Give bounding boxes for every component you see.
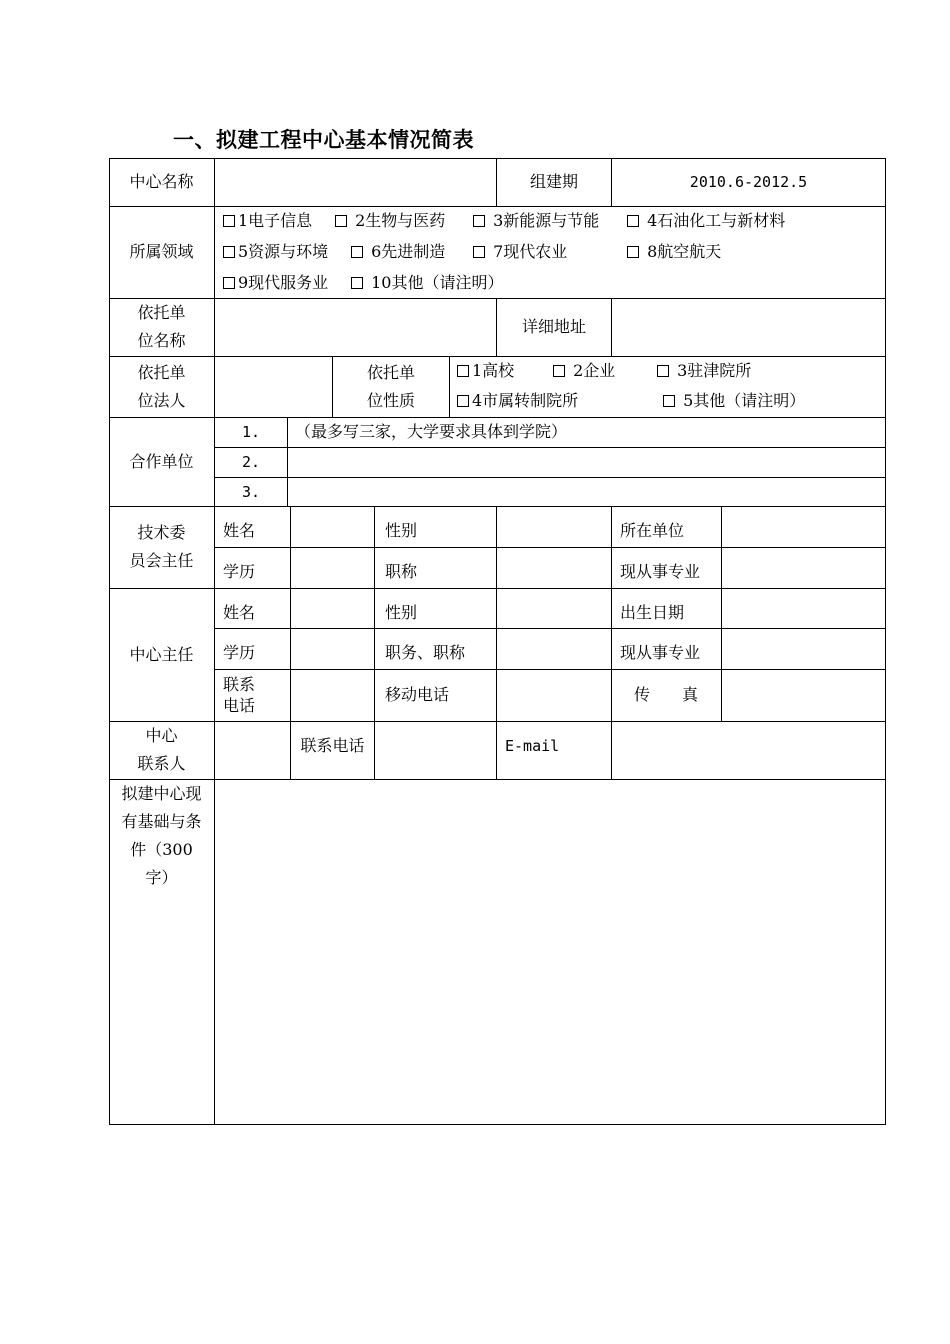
partner-field[interactable] [295, 477, 885, 506]
contact-label: 中心 联系人 [137, 726, 186, 773]
checkbox-option[interactable]: 10其他（请注明） [351, 268, 503, 298]
director-education-label: 学历 [223, 643, 256, 662]
checkbox-icon[interactable] [553, 365, 565, 377]
rule [449, 356, 450, 417]
rule [721, 506, 722, 721]
info-form-table [109, 158, 886, 1125]
director-major-label: 现从事专业 [620, 643, 701, 662]
page-title: 一、拟建工程中心基本情况简表 [173, 128, 474, 152]
contact-phone-label: 联系电话 [300, 736, 365, 755]
checkbox-icon[interactable] [627, 246, 639, 258]
checkbox-option[interactable]: 5其他（请注明） [663, 387, 805, 415]
director-title-label: 职务、职称 [385, 643, 466, 662]
field-options [223, 206, 883, 298]
checkbox-icon[interactable] [457, 395, 469, 407]
host-nature-label: 依托单 位性质 [366, 362, 415, 410]
checkbox-icon[interactable] [627, 215, 639, 227]
director-gender-label: 性别 [385, 603, 418, 622]
checkbox-option[interactable]: 5资源与环境 [223, 237, 328, 267]
host-unit-field[interactable] [215, 298, 496, 356]
center-name-field[interactable] [215, 158, 496, 206]
host-nature-options [457, 356, 885, 417]
contact-phone-field[interactable] [375, 721, 496, 779]
contact-email-label: E-mail [505, 737, 560, 755]
committee-label: 技术委 员会主任 [129, 523, 194, 570]
foundation-label: 拟建中心现 有基础与条 件（300 字） [121, 784, 202, 887]
rule [496, 506, 497, 721]
checkbox-icon[interactable] [351, 277, 363, 289]
checkbox-option[interactable]: 4市属转制院所 [457, 387, 578, 415]
partners-label: 合作单位 [129, 451, 194, 471]
committee-gender-label: 性别 [385, 521, 418, 540]
director-phone-label: 联系 电话 [223, 675, 256, 715]
contact-field[interactable] [215, 721, 290, 779]
checkbox-option[interactable]: 4石油化工与新材料 [627, 206, 785, 236]
director-name-label: 姓名 [223, 603, 256, 622]
build-period-value[interactable]: 2010.6-2012.5 [689, 173, 808, 191]
committee-education-label: 学历 [223, 562, 256, 581]
checkbox-icon[interactable] [223, 246, 235, 258]
checkbox-icon[interactable] [223, 277, 235, 289]
host-legal-field[interactable] [215, 356, 332, 417]
rule [287, 417, 288, 506]
host-unit-label: 依托单 位名称 [137, 303, 186, 350]
checkbox-option[interactable]: 6先进制造 [351, 237, 445, 267]
committee-major-label: 现从事专业 [620, 562, 701, 581]
director-birth-label: 出生日期 [620, 603, 685, 622]
partner-field[interactable]: （最多写三家，大学要求具体到学院） [295, 422, 568, 441]
partner-number: 1. [241, 423, 261, 441]
rule [885, 158, 886, 1125]
checkbox-option[interactable]: 7现代农业 [473, 237, 567, 267]
checkbox-option[interactable]: 2企业 [553, 357, 615, 385]
field-label: 所属领域 [129, 242, 194, 261]
checkbox-icon[interactable] [335, 215, 347, 227]
checkbox-icon[interactable] [457, 365, 469, 377]
address-label: 详细地址 [521, 317, 586, 336]
checkbox-icon[interactable] [473, 215, 485, 227]
checkbox-option[interactable]: 3新能源与节能 [473, 206, 599, 236]
director-fax-label: 传 真 [634, 685, 699, 704]
rule [214, 628, 886, 629]
checkbox-option[interactable]: 1高校 [457, 357, 514, 385]
checkbox-option[interactable]: 8航空航天 [627, 237, 721, 267]
rule [374, 506, 375, 721]
address-field[interactable] [612, 298, 885, 356]
committee-unit-label: 所在单位 [620, 521, 685, 540]
host-legal-label: 依托单 位法人 [137, 362, 186, 410]
build-period-label: 组建期 [529, 172, 578, 191]
checkbox-icon[interactable] [223, 215, 235, 227]
checkbox-icon[interactable] [351, 246, 363, 258]
director-mobile-label: 移动电话 [385, 685, 450, 704]
foundation-textarea[interactable] [215, 780, 885, 1124]
checkbox-icon[interactable] [473, 246, 485, 258]
checkbox-option[interactable]: 2生物与医药 [335, 206, 445, 236]
checkbox-option[interactable]: 9现代服务业 [223, 268, 328, 298]
rule [611, 506, 612, 721]
rule [214, 547, 886, 548]
director-label: 中心主任 [129, 644, 194, 664]
rule [109, 1124, 886, 1125]
committee-title-label: 职称 [385, 562, 418, 581]
partner-number: 2. [241, 453, 261, 471]
rule [214, 669, 886, 670]
partner-number: 3. [241, 482, 261, 501]
checkbox-icon[interactable] [663, 395, 675, 407]
checkbox-option[interactable]: 3驻津院所 [657, 357, 751, 385]
partner-field[interactable] [295, 447, 885, 477]
committee-name-label: 姓名 [223, 521, 256, 540]
rule [290, 506, 291, 721]
checkbox-icon[interactable] [657, 365, 669, 377]
center-name-label: 中心名称 [129, 172, 194, 191]
contact-email-field[interactable] [612, 721, 885, 779]
rule [496, 721, 497, 779]
checkbox-option[interactable]: 1电子信息 [223, 206, 312, 236]
